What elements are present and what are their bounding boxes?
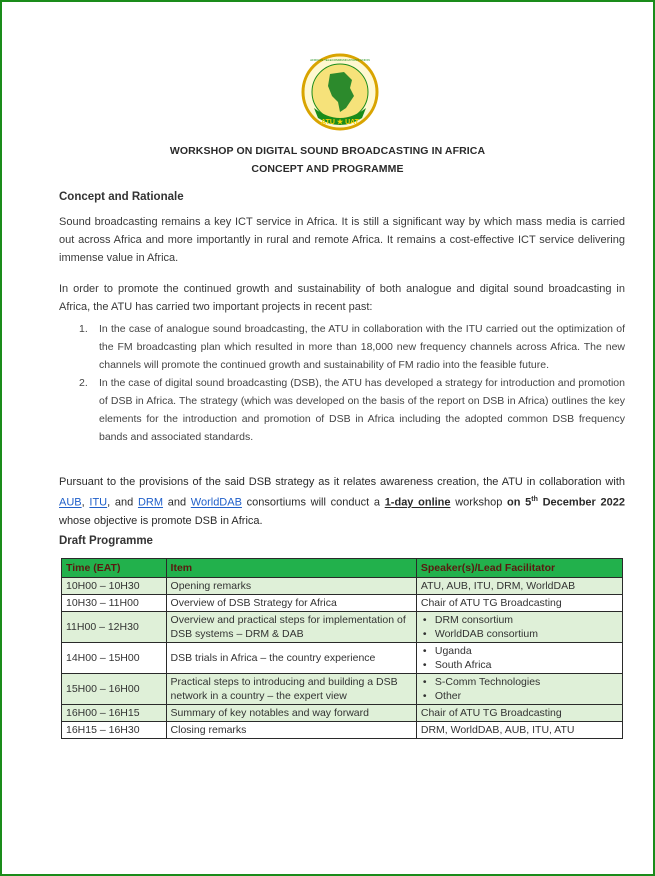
- cell-speakers: [416, 595, 622, 612]
- para3-text: consortiums will conduct a: [241, 496, 385, 509]
- table-row: [62, 722, 623, 739]
- cell-item: Practical steps to introducing and building a DSB network in a country – the expert view: [166, 674, 416, 705]
- cell-speakers: [416, 578, 622, 595]
- list-number: 1.: [79, 323, 88, 335]
- speaker-text: ATU, AUB, ITU, DRM, WorldDAB: [420, 580, 576, 592]
- cell-item: Overview and practical steps for implementation of DSB systems – DRM & DAB: [166, 612, 416, 643]
- speaker-bullet: • Uganda: [421, 644, 618, 658]
- para3-sep: ,: [81, 496, 90, 509]
- date-on: on 5: [507, 496, 532, 509]
- table-row: [62, 674, 623, 705]
- worlddab-link[interactable]: WorldDAB: [190, 496, 242, 509]
- table-row: [62, 578, 623, 595]
- list-text: In the case of digital sound broadcasting (DSB), the ATU has developed a strategy for introduction and promotion of DSB in Africa. The strategy (which was developed on the basis of the report on DSB in Africa) outlines the key elements for the introduction and promotion of DSB in Africa including the adopted common DSB frequency bands and associated standards.: [99, 377, 625, 443]
- projects-list: [79, 320, 625, 446]
- cell-item: DSB trials in Africa – the country experience: [166, 643, 416, 674]
- column-header-speakers: Speaker(s)/Lead Facilitator: [416, 559, 622, 578]
- aub-link[interactable]: AUB: [59, 496, 82, 509]
- drm-link[interactable]: DRM: [137, 496, 164, 509]
- cell-speakers: [416, 674, 622, 705]
- table-row: [62, 643, 623, 674]
- concept-paragraph-2: In order to promote the continued growth and sustainability of both analogue and digital sound broadcasting in Africa, the ATU has carried two important projects in recent past:: [59, 283, 625, 313]
- list-item: [79, 320, 625, 374]
- table-row: [62, 705, 623, 722]
- itu-link[interactable]: ITU: [89, 496, 108, 509]
- cell-time: 14H00 – 15H00: [62, 643, 167, 674]
- concept-heading: Concept and Rationale: [59, 191, 184, 203]
- cell-speakers: [416, 643, 622, 674]
- online-emphasis: 1-day online: [384, 496, 451, 509]
- cell-item: Overview of DSB Strategy for Africa: [166, 595, 416, 612]
- list-number: 2.: [79, 377, 88, 389]
- speaker-bullet: • S-Comm Technologies: [421, 675, 618, 689]
- table-header-row: [62, 559, 623, 578]
- speaker-text: Chair of ATU TG Broadcasting: [420, 597, 562, 609]
- cell-time: 15H00 – 16H00: [62, 674, 167, 705]
- column-header-time: Time (EAT): [62, 559, 167, 578]
- concept-paragraph-3: [59, 473, 625, 530]
- para3-sep: and: [163, 496, 191, 509]
- date-text: December 2022: [537, 496, 625, 509]
- programme-table: [61, 558, 623, 739]
- logo-ring-text: AFRICAN TELECOMMUNICATIONS UNION: [310, 58, 370, 62]
- table-body: [62, 578, 623, 739]
- speaker-bullet: • WorldDAB consortium: [421, 627, 618, 641]
- column-header-item: Item: [166, 559, 416, 578]
- logo-text: ATU ★ UAT: [321, 119, 359, 126]
- cell-time: 10H00 – 10H30: [62, 578, 167, 595]
- cell-speakers: [416, 705, 622, 722]
- document-subtitle: CONCEPT AND PROGRAMME: [251, 163, 404, 175]
- cell-time: 16H00 – 16H15: [62, 705, 167, 722]
- cell-time: 16H15 – 16H30: [62, 722, 167, 739]
- atu-logo: [300, 52, 380, 136]
- cell-time: 11H00 – 12H30: [62, 612, 167, 643]
- para3-text: workshop: [450, 496, 508, 509]
- speaker-bullet: • DRM consortium: [421, 613, 618, 627]
- list-item: [79, 374, 625, 446]
- para3-sep: , and: [107, 496, 138, 509]
- para3-text: whose objective is promote DSB in Africa.: [59, 514, 263, 527]
- speaker-text: DRM, WorldDAB, AUB, ITU, ATU: [420, 724, 575, 736]
- programme-heading: Draft Programme: [59, 535, 153, 547]
- cell-item: Summary of key notables and way forward: [166, 705, 416, 722]
- cell-item: Closing remarks: [166, 722, 416, 739]
- speaker-bullet: • Other: [421, 689, 618, 703]
- table-row: [62, 612, 623, 643]
- concept-paragraph-1: Sound broadcasting remains a key ICT service in Africa. It is still a significant way by which mass media is carried out across Africa and more importantly in rural and remote Africa. It remains a cost-effective ICT service delivering immense value in Africa.: [59, 216, 625, 264]
- cell-time: 10H30 – 11H00: [62, 595, 167, 612]
- date-sup: th: [531, 496, 538, 503]
- document-title: WORKSHOP ON DIGITAL SOUND BROADCASTING IN AFRICA: [169, 145, 486, 157]
- table-row: [62, 595, 623, 612]
- para3-text: Pursuant to the provisions of the said DSB strategy as it relates awareness creation, the ATU in collaboration with: [59, 476, 625, 488]
- speaker-text: Chair of ATU TG Broadcasting: [420, 707, 562, 719]
- cell-speakers: [416, 612, 622, 643]
- cell-item: Opening remarks: [166, 578, 416, 595]
- list-text: In the case of analogue sound broadcasting, the ATU in collaboration with the ITU carried out the optimization of the FM broadcasting plan which resulted in more than 18,000 new frequency channels across Africa. The new channels will promote the continued growth and sustainability of FM radio into the feasible future.: [99, 323, 625, 371]
- speaker-bullet: • South Africa: [421, 658, 618, 672]
- cell-speakers: [416, 722, 622, 739]
